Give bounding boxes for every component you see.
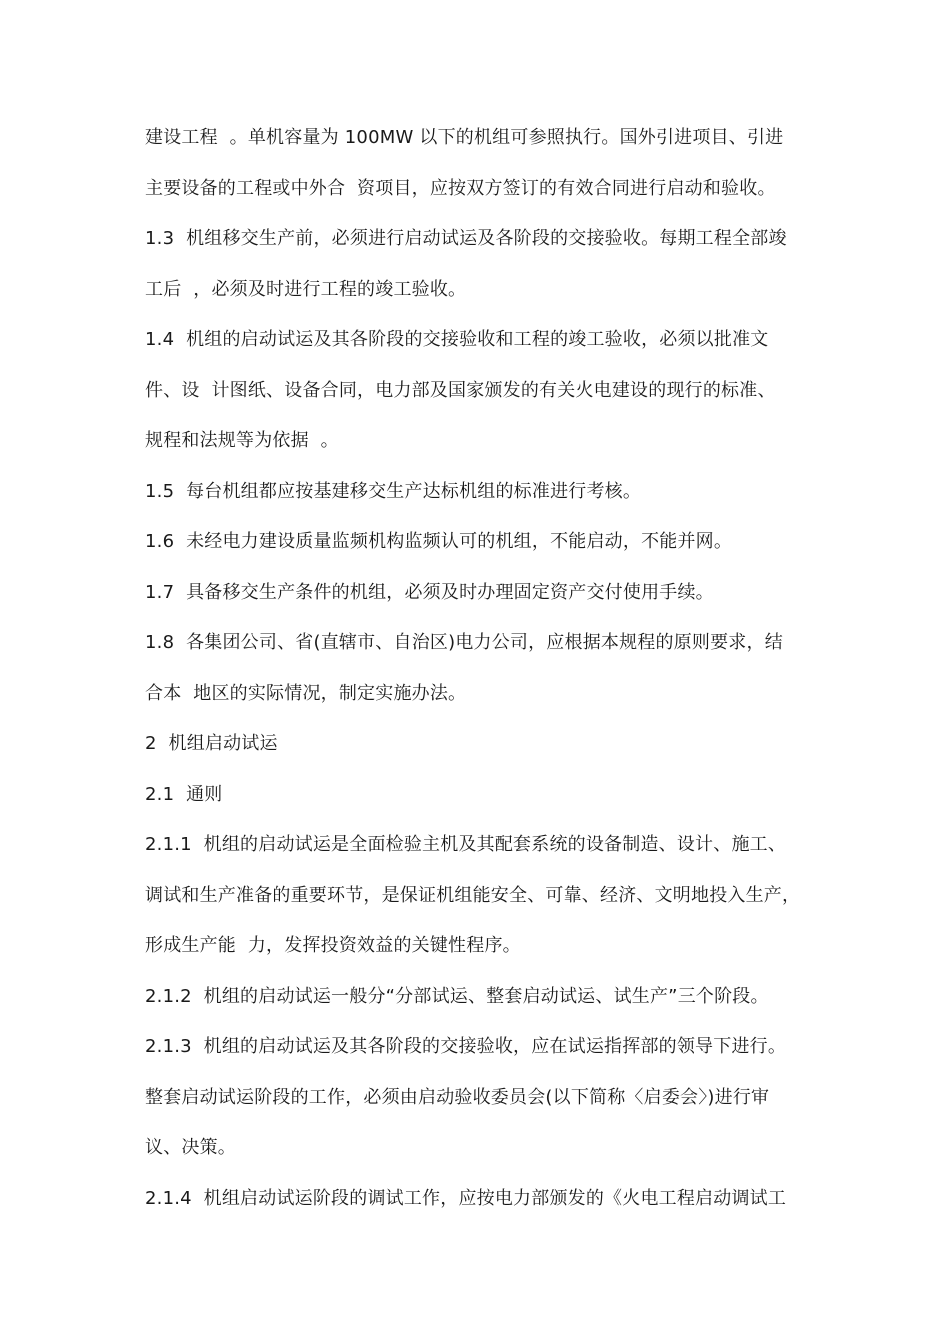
text-line: 1.3 机组移交生产前，必须进行启动试运及各阶段的交接验收。每期工程全部竣 [145,228,787,249]
text-line: 2.1.3 机组的启动试运及其各阶段的交接验收，应在试运指挥部的领导下进行。 [145,1036,787,1057]
text-line: 1.8 各集团公司、省(直辖市、自治区)电力公司，应根据本规程的原则要求，结 [145,632,783,653]
document-body [145,113,815,1224]
text-line: 整套启动试运阶段的工作，必须由启动验收委员会(以下简称〈启委会〉)进行审 [145,1086,770,1108]
subsection-heading: 2.1 通则 [145,783,223,805]
section-heading: 2 机组启动试运 [145,733,278,754]
text-line: 规程和法规等为依据 。 [145,430,339,451]
text-line: 建设工程 。单机容量为 100MW 以下的机组可参照执行。国外引进项目、引进 [145,127,784,148]
text-line: 2.1.2 机组的启动试运一般分“分部试运、整套启动试运、试生产”三个阶段。 [145,985,769,1007]
text-line: 件、设 计图纸、设备合同，电力部及国家颁发的有关火电建设的现行的标准、 [145,379,776,401]
text-line: 1.4 机组的启动试运及其各阶段的交接验收和工程的竣工验收，必须以批准文 [145,329,769,350]
text-line: 调试和生产准备的重要环节，是保证机组能安全、可靠、经济、文明地投入生产， [145,884,801,906]
text-line: 形成生产能 力，发挥投资效益的关键性程序。 [145,935,521,956]
text-line: 主要设备的工程或中外合 资项目，应按双方签订的有效合同进行启动和验收。 [145,177,776,199]
text-line: 工后 ，必须及时进行工程的竣工验收。 [145,278,467,300]
text-line: 1.6 未经电力建设质量监频机构监频认可的机组，不能启动，不能并网。 [145,531,733,552]
text-line: 2.1.4 机组启动试运阶段的调试工作，应按电力部颁发的《火电工程启动调试工 [145,1187,787,1209]
text-line: 合本 地区的实际情况，制定实施办法。 [145,682,467,704]
text-line: 议、决策。 [145,1137,236,1158]
text-line: 1.5 每台机组都应按基建移交生产达标机组的标准进行考核。 [145,480,642,502]
text-line: 2.1.1 机组的启动试运是全面检验主机及其配套系统的设备制造、设计、施工、 [145,834,787,855]
text-line: 1.7 具备移交生产条件的机组，必须及时办理固定资产交付使用手续。 [145,581,714,603]
